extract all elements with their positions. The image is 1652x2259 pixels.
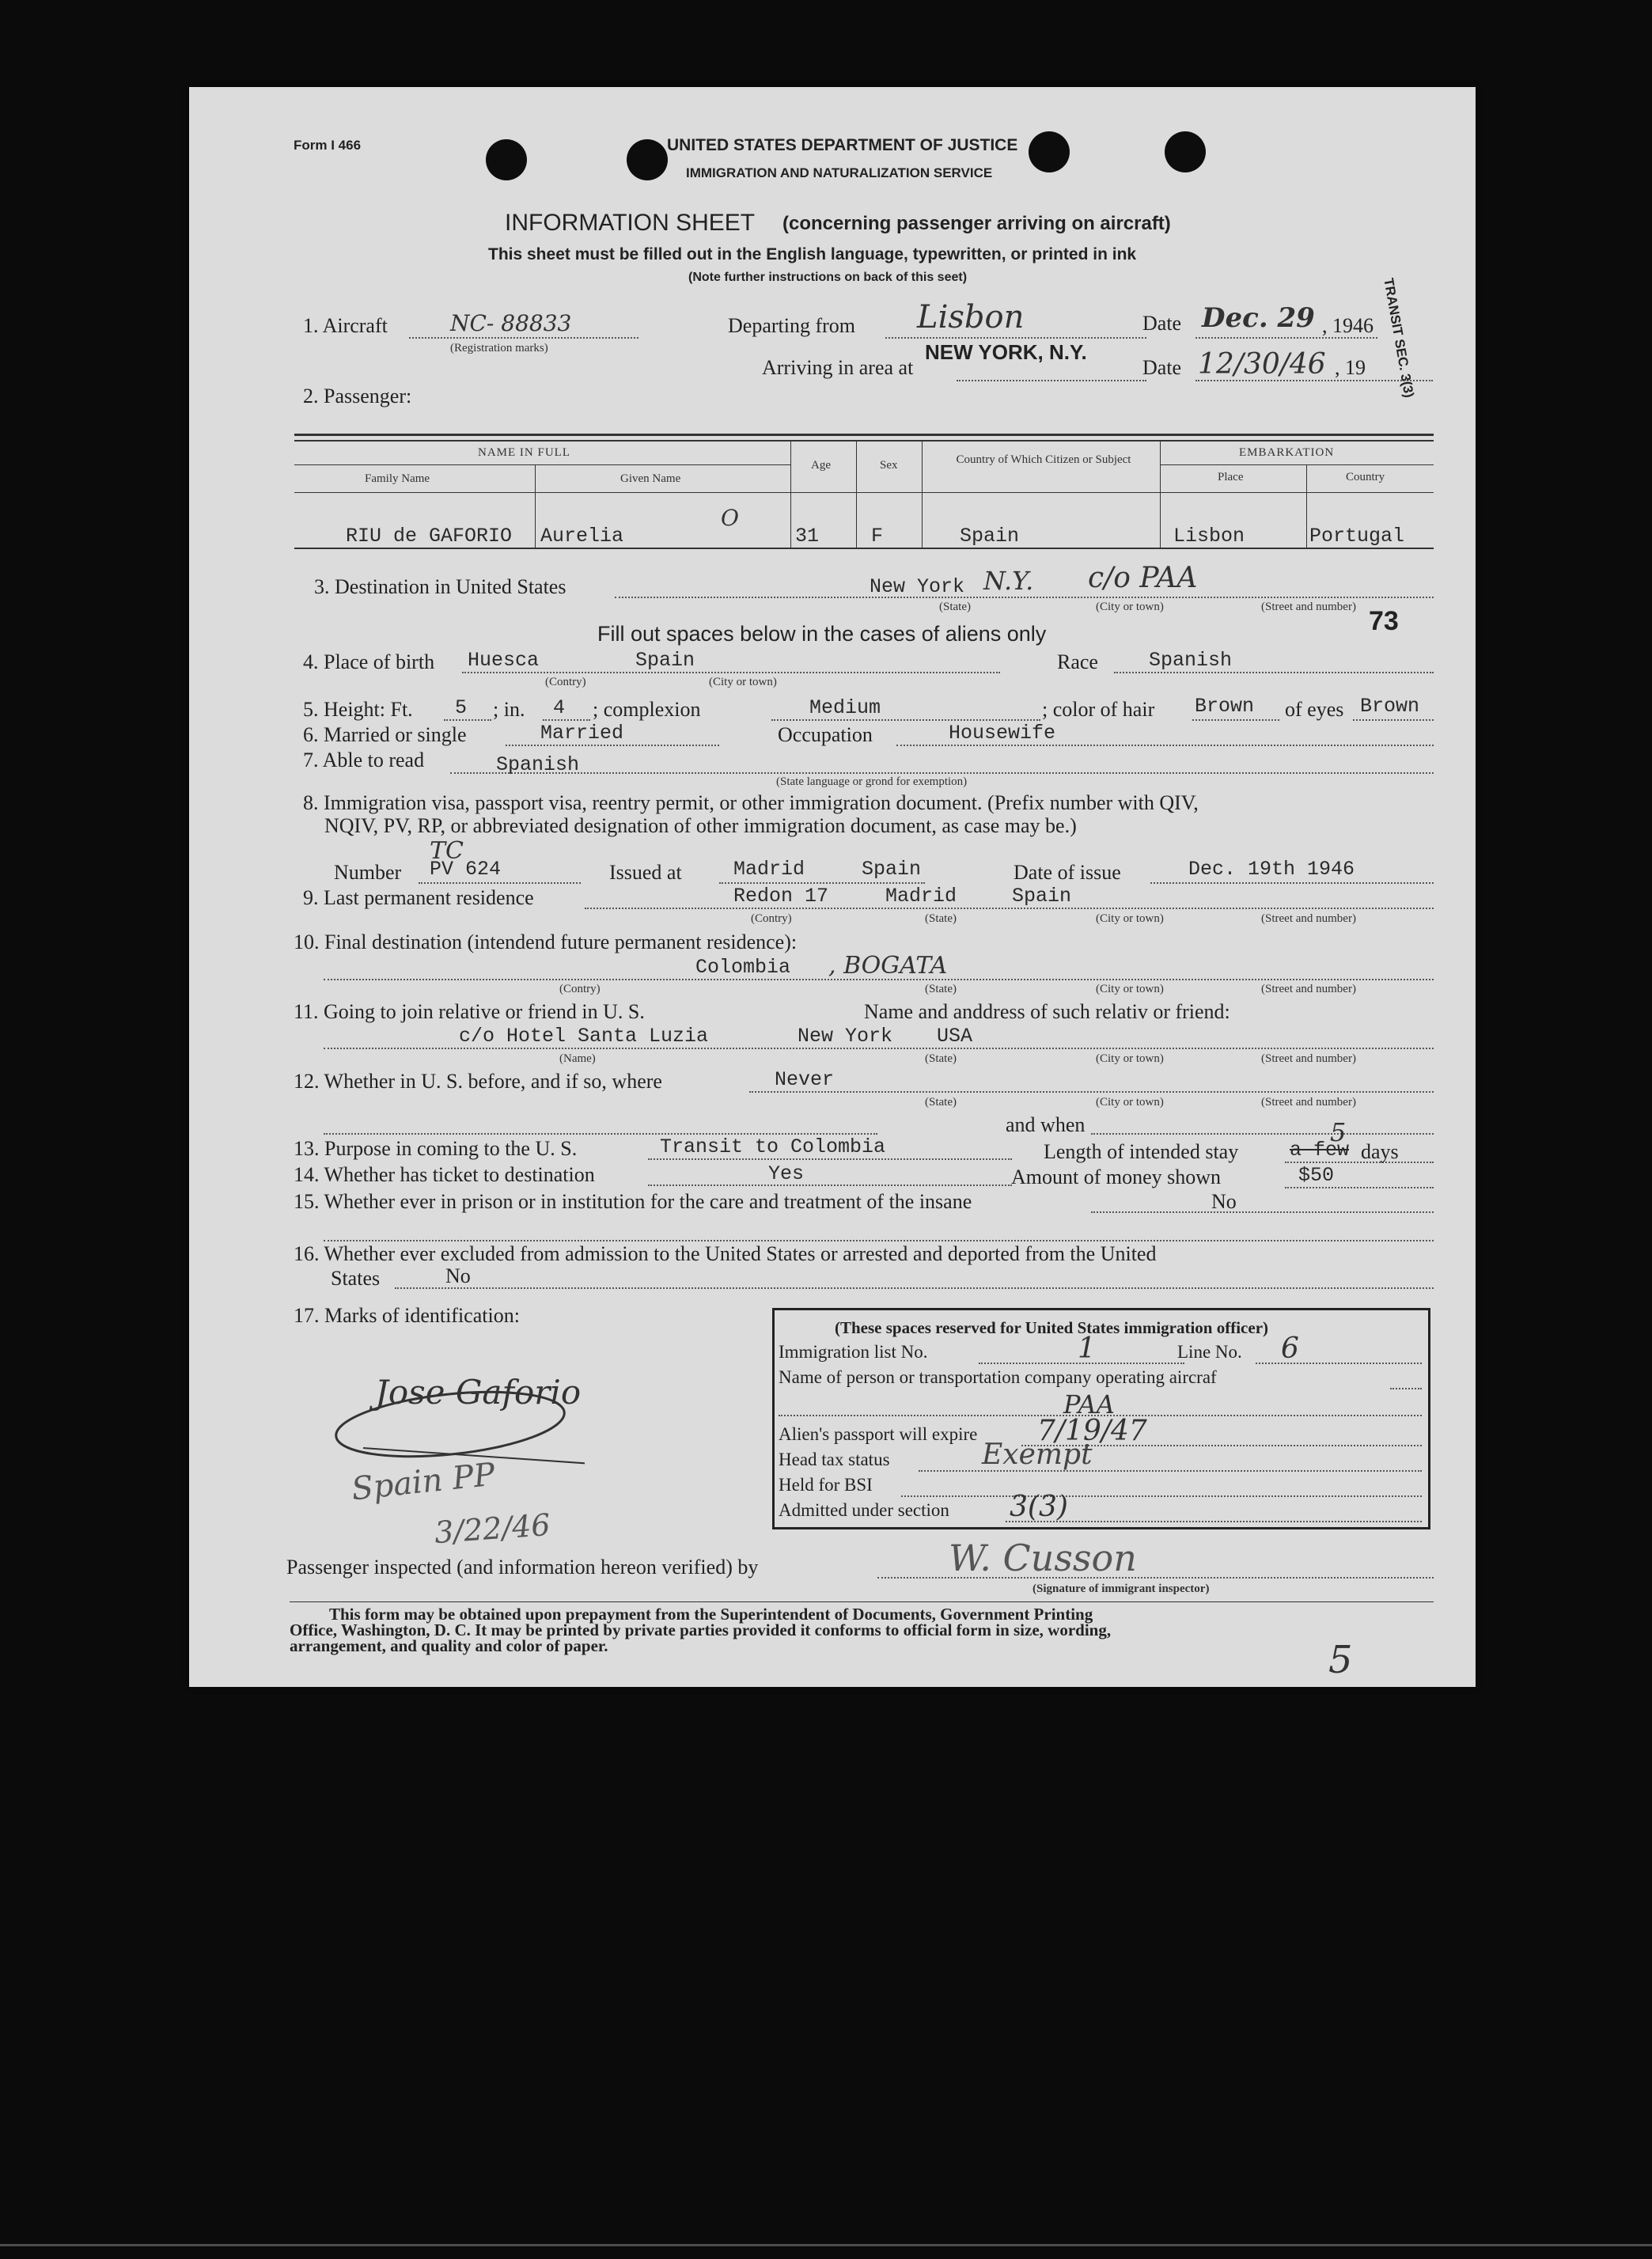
punch-hole — [486, 139, 527, 180]
occupation-label: Occupation — [778, 723, 873, 746]
read-caption: (State language or grond for exemption) — [776, 775, 968, 788]
departure-year: , 1946 — [1322, 314, 1374, 337]
admitted-section-value: 3(3) — [1010, 1491, 1068, 1523]
previous-visit-value: Never — [775, 1068, 835, 1091]
destination-state-caption: (State) — [939, 601, 971, 613]
arrival-date: 12/30/46 — [1198, 348, 1326, 381]
when-label: and when — [1006, 1113, 1086, 1136]
eyes-label: of eyes — [1285, 698, 1344, 721]
height-feet: 5 — [455, 696, 468, 719]
money-value: $50 — [1298, 1164, 1335, 1187]
destination-city-caption: (City or town) — [1096, 601, 1164, 613]
given-name-mark: O — [721, 505, 739, 531]
agency-name: UNITED STATES DEPARTMENT OF JUSTICE — [667, 136, 1018, 154]
name-in-full-header: NAME IN FULL — [478, 446, 570, 459]
passenger-label: 2. Passenger: — [303, 385, 412, 407]
passenger-signature: Jose Gaforio — [375, 1373, 582, 1412]
prison-value: No — [1211, 1190, 1237, 1213]
race-value: Spanish — [1149, 649, 1233, 672]
relative-state: New York — [798, 1025, 893, 1048]
punch-hole — [627, 139, 668, 180]
relative-name-label: Name and anddress of such relativ or friend: — [864, 1000, 1230, 1023]
issued-country: Spain — [862, 858, 922, 881]
transit-stamp: TRANSIT SEC. 3(3) — [1381, 277, 1417, 400]
passport-annotation: Spain PP — [350, 1456, 497, 1508]
form-subtitle: (concerning passenger arriving on aircraft) — [782, 213, 1171, 234]
issued-at-label: Issued at — [609, 861, 682, 884]
sex-header: Sex — [880, 459, 898, 472]
age-value: 31 — [795, 525, 820, 548]
head-tax-value: Exempt — [982, 1438, 1093, 1471]
relative-name-caption: (Name) — [559, 1052, 596, 1065]
residence-city-caption: (City or town) — [1096, 912, 1164, 925]
exclusion-question: 16. Whether ever excluded from admission to the United States or arrested and deported from the United — [294, 1242, 1157, 1265]
occupation-value: Housewife — [949, 722, 1056, 745]
visa-number-label: Number — [334, 861, 402, 884]
immigration-list-value: 1 — [1078, 1332, 1096, 1365]
birth-city: Huesca — [468, 649, 540, 672]
departing-label: Departing from — [728, 314, 856, 337]
embarkation-header: EMBARKATION — [1239, 446, 1335, 459]
hair-color: Brown — [1195, 695, 1255, 718]
stay-struck-text: a few — [1290, 1139, 1350, 1162]
relative-country: USA — [937, 1025, 973, 1048]
admitted-section-label: Admitted under section — [779, 1500, 949, 1520]
country-header: Country of Which Citizen or Subject — [956, 453, 1131, 466]
final-destination-label: 10. Final destination (intendend future permanent residence): — [294, 931, 798, 953]
passport-expire-label: Alien's passport will expire — [779, 1424, 978, 1444]
complexion-label: ; complexion — [593, 698, 701, 721]
held-bsi-label: Held for BSI — [779, 1475, 873, 1495]
operator-value: PAA — [1063, 1389, 1115, 1419]
read-label: 7. Able to read — [303, 749, 425, 771]
arriving-label: Arriving in area at — [762, 356, 914, 379]
form-title: INFORMATION SHEET — [505, 210, 756, 236]
line-number-value: 6 — [1281, 1332, 1299, 1365]
sex-value: F — [871, 525, 884, 548]
hair-label: ; color of hair — [1042, 698, 1155, 721]
residence-country-caption: (Contry) — [751, 912, 792, 925]
inspected-label: Passenger inspected (and information hereon verified) by — [286, 1556, 759, 1579]
arriving-value: NEW YORK, N.Y. — [925, 340, 1087, 364]
ticket-value: Yes — [768, 1162, 805, 1185]
previous-city-caption: (City or town) — [1096, 1096, 1164, 1109]
previous-state-caption: (State) — [925, 1096, 957, 1109]
registration-caption: (Registration marks) — [450, 342, 548, 354]
inspector-caption: (Signature of immigrant inspector) — [1032, 1582, 1210, 1595]
passport-date-annotation: 3/22/46 — [433, 1507, 551, 1551]
residence-country: Spain — [1012, 885, 1072, 908]
exclusion-question-cont: States — [331, 1267, 381, 1290]
form-number: Form I 466 — [294, 138, 362, 153]
arrival-date-label: Date — [1142, 356, 1182, 379]
inspector-signature: W. Cusson — [949, 1537, 1137, 1579]
form-sheet — [189, 87, 1476, 1687]
final-city-caption: (City or town) — [1096, 983, 1164, 995]
visa-number-note: TC — [430, 837, 464, 865]
operator-label: Name of person or transportation company operating aircraf — [779, 1367, 1217, 1387]
purpose-value: Transit to Colombia — [660, 1135, 886, 1158]
complexion-value: Medium — [809, 696, 881, 719]
money-label: Amount of money shown — [1011, 1166, 1222, 1188]
departure-date: Dec. 29 — [1202, 302, 1315, 334]
destination-city: N.Y. — [983, 566, 1034, 596]
height-inches: 4 — [553, 696, 566, 719]
eye-color: Brown — [1360, 695, 1420, 718]
race-label: Race — [1057, 650, 1098, 673]
head-tax-label: Head tax status — [779, 1450, 890, 1469]
date-label: Date — [1142, 312, 1182, 335]
birthplace-label: 4. Place of birth — [303, 650, 435, 673]
stay-value: 5 — [1330, 1117, 1347, 1147]
residence-state-caption: (State) — [925, 912, 957, 925]
instruction-note: (Note further instructions on back of this seet) — [688, 271, 968, 284]
age-header: Age — [811, 459, 831, 472]
footer-line-2: Office, Washington, D. C. It may be printed by private parties provided it conforms to official form in size, wording, — [290, 1620, 1112, 1639]
aliens-only-heading: Fill out spaces below in the cases of aliens only — [597, 622, 1047, 646]
line-number-label: Line No. — [1177, 1342, 1242, 1362]
destination-label: 3. Destination in United States — [314, 575, 566, 598]
embark-country-value: Portugal — [1309, 525, 1405, 548]
instruction-line: This sheet must be filled out in the English language, typewritten, or printed in ink — [488, 245, 1137, 263]
visa-question: 8. Immigration visa, passport visa, reentry permit, or other immigration document. (Prefix number with QIV, — [303, 791, 1199, 814]
ticket-label: 14. Whether has ticket to destination — [294, 1163, 595, 1186]
destination-street-caption: (Street and number) — [1261, 601, 1356, 613]
final-state-caption: (State) — [925, 983, 957, 995]
footer-line-1: This form may be obtained upon prepayment from the Superintendent of Documents, Government Printing — [329, 1605, 1093, 1624]
prison-label: 15. Whether ever in prison or in institution for the care and treatment of the insane — [294, 1190, 972, 1213]
previous-visit-label: 12. Whether in U. S. before, and if so, where — [294, 1070, 662, 1093]
officer-box-header: (These spaces reserved for United States immigration officer) — [835, 1318, 1269, 1337]
aircraft-value: NC- 88833 — [450, 310, 572, 336]
height-inches-label: ; in. — [493, 698, 525, 721]
service-name: IMMIGRATION AND NATURALIZATION SERVICE — [686, 165, 993, 180]
issue-date: Dec. 19th 1946 — [1188, 858, 1355, 881]
marital-value: Married — [540, 722, 624, 745]
destination-note: 73 — [1369, 606, 1399, 636]
bottom-edge-line — [0, 2244, 1652, 2246]
stay-unit: days — [1361, 1140, 1399, 1163]
officer-box — [772, 1308, 1430, 1529]
aircraft-label: 1. Aircraft — [303, 314, 388, 337]
final-country: Colombia — [695, 956, 791, 979]
birth-city-caption: (City or town) — [709, 676, 777, 688]
read-value: Spanish — [496, 753, 580, 776]
visa-number: PV 624 — [430, 858, 502, 881]
birth-country-caption: (Contry) — [545, 676, 586, 688]
residence-city: Madrid — [885, 885, 957, 908]
immigration-list-label: Immigration list No. — [779, 1342, 928, 1362]
given-name-value: Aurelia — [540, 525, 624, 548]
departing-value: Lisbon — [917, 299, 1025, 335]
stay-label: Length of intended stay — [1044, 1140, 1239, 1163]
relative-city-caption: (City or town) — [1096, 1052, 1164, 1065]
relative-street-caption: (Street and number) — [1261, 1052, 1356, 1065]
visa-question-cont: NQIV, PV, RP, or abbreviated designation of other immigration document, as case may be.) — [324, 814, 1077, 837]
residence-street-caption: (Street and number) — [1261, 912, 1356, 925]
destination-state: New York — [870, 575, 965, 598]
residence-label: 9. Last permanent residence — [303, 886, 534, 909]
family-name-header: Family Name — [365, 472, 430, 485]
embark-place-value: Lisbon — [1173, 525, 1245, 548]
height-label: 5. Height: Ft. — [303, 698, 413, 721]
citizen-country-value: Spain — [960, 525, 1020, 548]
embark-country-header: Country — [1346, 471, 1385, 483]
relative-name: c/o Hotel Santa Luzia — [459, 1025, 709, 1048]
family-name-value: RIU de GAFORIO — [346, 525, 513, 548]
final-city: , BOGATA — [828, 952, 948, 980]
residence-street: Redon 17 — [733, 885, 829, 908]
join-relative-label: 11. Going to join relative or friend in U. S. — [294, 1000, 645, 1023]
arrival-year: , 19 — [1335, 356, 1366, 379]
page-number: 5 — [1328, 1638, 1353, 1682]
relative-state-caption: (State) — [925, 1052, 957, 1065]
previous-street-caption: (Street and number) — [1261, 1096, 1356, 1109]
issue-date-label: Date of issue — [1014, 861, 1121, 884]
punch-hole — [1165, 131, 1206, 172]
issued-city: Madrid — [733, 858, 805, 881]
marks-label: 17. Marks of identification: — [294, 1304, 520, 1327]
exclusion-value: No — [445, 1264, 471, 1287]
destination-street: c/o PAA — [1088, 562, 1198, 594]
final-country-caption: (Contry) — [559, 983, 601, 995]
passport-expire-value: 7/19/47 — [1037, 1415, 1147, 1447]
given-name-header: Given Name — [620, 472, 681, 485]
birth-country: Spain — [635, 649, 695, 672]
footer-line-3: arrangement, and quality and color of paper. — [290, 1636, 608, 1655]
place-header: Place — [1218, 471, 1244, 483]
purpose-label: 13. Purpose in coming to the U. S. — [294, 1137, 578, 1160]
marital-label: 6. Married or single — [303, 723, 467, 746]
final-street-caption: (Street and number) — [1261, 983, 1356, 995]
